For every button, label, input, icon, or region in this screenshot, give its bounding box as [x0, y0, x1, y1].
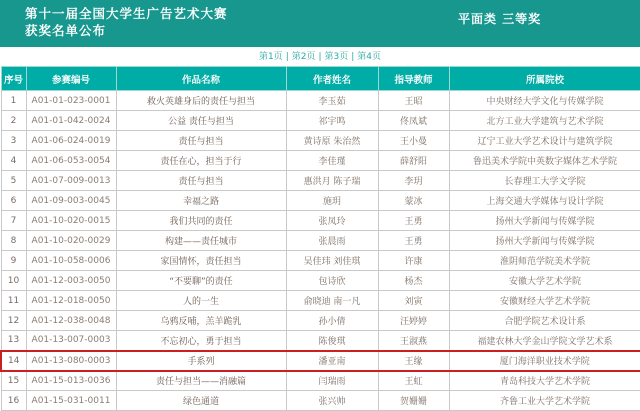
work-title: 救火英雄身后的责任与担当 — [116, 91, 286, 111]
advisor-name: 杨杰 — [378, 271, 449, 291]
row-number: 2 — [1, 111, 26, 131]
page-title-line1: 第十一届全国大学生广告艺术大赛 — [25, 6, 228, 21]
table-row — [1, 331, 640, 351]
pagination-separator: | — [351, 52, 355, 62]
table-row — [1, 91, 640, 111]
awards-table — [0, 66, 640, 411]
row-number: 8 — [1, 231, 26, 251]
table-row — [1, 171, 640, 191]
advisor-name: 王勇 — [378, 231, 449, 251]
entry-id: A01-12-018-0050 — [26, 291, 116, 311]
row-number: 7 — [1, 211, 26, 231]
work-title: 不忘初心，勇于担当 — [116, 331, 286, 351]
column-header-5: 所属院校 — [449, 67, 640, 91]
entry-id: A01-06-024-0019 — [26, 131, 116, 151]
advisor-name: 蒙冰 — [378, 191, 449, 211]
table-row — [1, 231, 640, 251]
column-header-1: 参赛编号 — [26, 67, 116, 91]
work-title: 责任与担当 — [116, 171, 286, 191]
category-label: 平面类 三等奖 — [458, 12, 542, 26]
author-name: 张晨雨 — [286, 231, 378, 251]
work-title: 公益 责任与担当 — [116, 111, 286, 131]
author-name: 吴佳玮 刘佳琪 — [286, 251, 378, 271]
work-title: “不要聊”的责任 — [116, 271, 286, 291]
page-title-line2: 获奖名单公布 — [25, 22, 107, 38]
work-title: 责任与担当——消融篇 — [116, 371, 286, 391]
school-name: 长春理工大学文学院 — [449, 171, 640, 191]
author-name: 黄诗原 朱治然 — [286, 131, 378, 151]
row-number: 12 — [1, 311, 26, 331]
work-title: 人的一生 — [116, 291, 286, 311]
author-name: 陈俊琪 — [286, 331, 378, 351]
advisor-name: 王淑燕 — [378, 331, 449, 351]
row-number: 15 — [1, 371, 26, 391]
work-title: 责任与担当 — [116, 131, 286, 151]
entry-id: A01-01-042-0024 — [26, 111, 116, 131]
author-name: 潘亚南 — [286, 351, 378, 371]
entry-id: A01-13-007-0003 — [26, 331, 116, 351]
row-number: 9 — [1, 251, 26, 271]
table-row — [1, 211, 640, 231]
advisor-name: 汪婷婷 — [378, 311, 449, 331]
school-name: 厦门海洋职业技术学院 — [449, 351, 640, 371]
entry-id: A01-13-080-0003 — [26, 351, 116, 371]
advisor-name: 李玥 — [378, 171, 449, 191]
column-header-4: 指导教师 — [378, 67, 449, 91]
column-header-0: 序号 — [1, 67, 26, 91]
entry-id: A01-07-009-0013 — [26, 171, 116, 191]
awards-table-head — [1, 67, 640, 91]
advisor-name: 佟凤斌 — [378, 111, 449, 131]
work-title: 绿色通道 — [116, 391, 286, 411]
school-name: 合肥学院艺术设计系 — [449, 311, 640, 331]
author-name: 张凤玲 — [286, 211, 378, 231]
advisor-name: 王昭 — [378, 91, 449, 111]
page-header — [0, 0, 640, 47]
entry-id: A01-06-053-0054 — [26, 151, 116, 171]
row-number: 14 — [1, 351, 26, 371]
advisor-name: 薛舒阳 — [378, 151, 449, 171]
entry-id: A01-15-031-0011 — [26, 391, 116, 411]
row-number: 10 — [1, 271, 26, 291]
author-name: 祁宇鸣 — [286, 111, 378, 131]
school-name: 安徽大学艺术学院 — [449, 271, 640, 291]
school-name: 中央财经大学文化与传媒学院 — [449, 91, 640, 111]
author-name: 李玉茹 — [286, 91, 378, 111]
entry-id: A01-12-038-0048 — [26, 311, 116, 331]
school-name: 扬州大学新闻与传媒学院 — [449, 231, 640, 251]
table-row — [1, 251, 640, 271]
author-name: 俞晓迪 南一凡 — [286, 291, 378, 311]
advisor-name: 王缘 — [378, 351, 449, 371]
advisor-name: 王虹 — [378, 371, 449, 391]
table-row — [1, 151, 640, 171]
school-name: 上海交通大学媒体与设计学院 — [449, 191, 640, 211]
school-name: 辽宁工业大学艺术设计与建筑学院 — [449, 131, 640, 151]
work-title: 责任在心，担当于行 — [116, 151, 286, 171]
school-name: 安徽财经大学艺术学院 — [449, 291, 640, 311]
table-row — [1, 291, 640, 311]
table-row — [1, 311, 640, 331]
table-row — [1, 271, 640, 291]
row-number: 6 — [1, 191, 26, 211]
entry-id: A01-10-058-0006 — [26, 251, 116, 271]
author-name: 施玥 — [286, 191, 378, 211]
school-name: 北方工业大学建筑与艺术学院 — [449, 111, 640, 131]
row-number: 13 — [1, 331, 26, 351]
table-row — [1, 371, 640, 391]
work-title: 家国情怀，责任担当 — [116, 251, 286, 271]
table-row — [1, 351, 640, 371]
work-title: 乌鸦反哺，羔羊跪乳 — [116, 311, 286, 331]
pagination-link-page-2[interactable]: 第2页 — [291, 52, 316, 62]
table-row — [1, 111, 640, 131]
entry-id: A01-15-013-0036 — [26, 371, 116, 391]
advisor-name: 刘寅 — [378, 291, 449, 311]
author-name: 李佳瑾 — [286, 151, 378, 171]
school-name: 齐鲁工业大学艺术学院 — [449, 391, 640, 411]
entry-id: A01-12-003-0050 — [26, 271, 116, 291]
work-title: 手系列 — [116, 351, 286, 371]
work-title: 我们共同的责任 — [116, 211, 286, 231]
pagination-separator: | — [318, 52, 322, 62]
author-name: 闫瑞雨 — [286, 371, 378, 391]
row-number: 5 — [1, 171, 26, 191]
table-row — [1, 391, 640, 411]
table-row — [1, 191, 640, 211]
entry-id: A01-10-020-0015 — [26, 211, 116, 231]
advisor-name: 许康 — [378, 251, 449, 271]
school-name: 扬州大学新闻与传媒学院 — [449, 211, 640, 231]
author-name: 包诗欣 — [286, 271, 378, 291]
row-number: 11 — [1, 291, 26, 311]
row-number: 16 — [1, 391, 26, 411]
entry-id: A01-10-020-0029 — [26, 231, 116, 251]
pagination-link-page-3[interactable]: 第3页 — [324, 52, 349, 62]
column-header-2: 作品名称 — [116, 67, 286, 91]
column-header-3: 作者姓名 — [286, 67, 378, 91]
page-title — [25, 6, 228, 40]
entry-id: A01-09-003-0045 — [26, 191, 116, 211]
school-name: 鲁迅美术学院中英数字媒体艺术学院 — [449, 151, 640, 171]
entry-id: A01-01-023-0001 — [26, 91, 116, 111]
pagination-link-page-1[interactable]: 第1页 — [258, 52, 283, 62]
pagination-link-page-4[interactable]: 第4页 — [357, 52, 382, 62]
school-name: 福建农林大学金山学院文学艺术系 — [449, 331, 640, 351]
author-name: 张兴帅 — [286, 391, 378, 411]
advisor-name: 贺姗姗 — [378, 391, 449, 411]
row-number: 1 — [1, 91, 26, 111]
row-number: 4 — [1, 151, 26, 171]
author-name: 惠洪月 陈子瑞 — [286, 171, 378, 191]
row-number: 3 — [1, 131, 26, 151]
pagination — [0, 49, 640, 65]
table-row — [1, 131, 640, 151]
advisor-name: 王小曼 — [378, 131, 449, 151]
advisor-name: 王勇 — [378, 211, 449, 231]
school-name: 青岛科技大学艺术学院 — [449, 371, 640, 391]
work-title: 构建——责任城市 — [116, 231, 286, 251]
pagination-separator: | — [285, 52, 289, 62]
work-title: 幸福之路 — [116, 191, 286, 211]
school-name: 淮阴师范学院美术学院 — [449, 251, 640, 271]
author-name: 孙小倩 — [286, 311, 378, 331]
